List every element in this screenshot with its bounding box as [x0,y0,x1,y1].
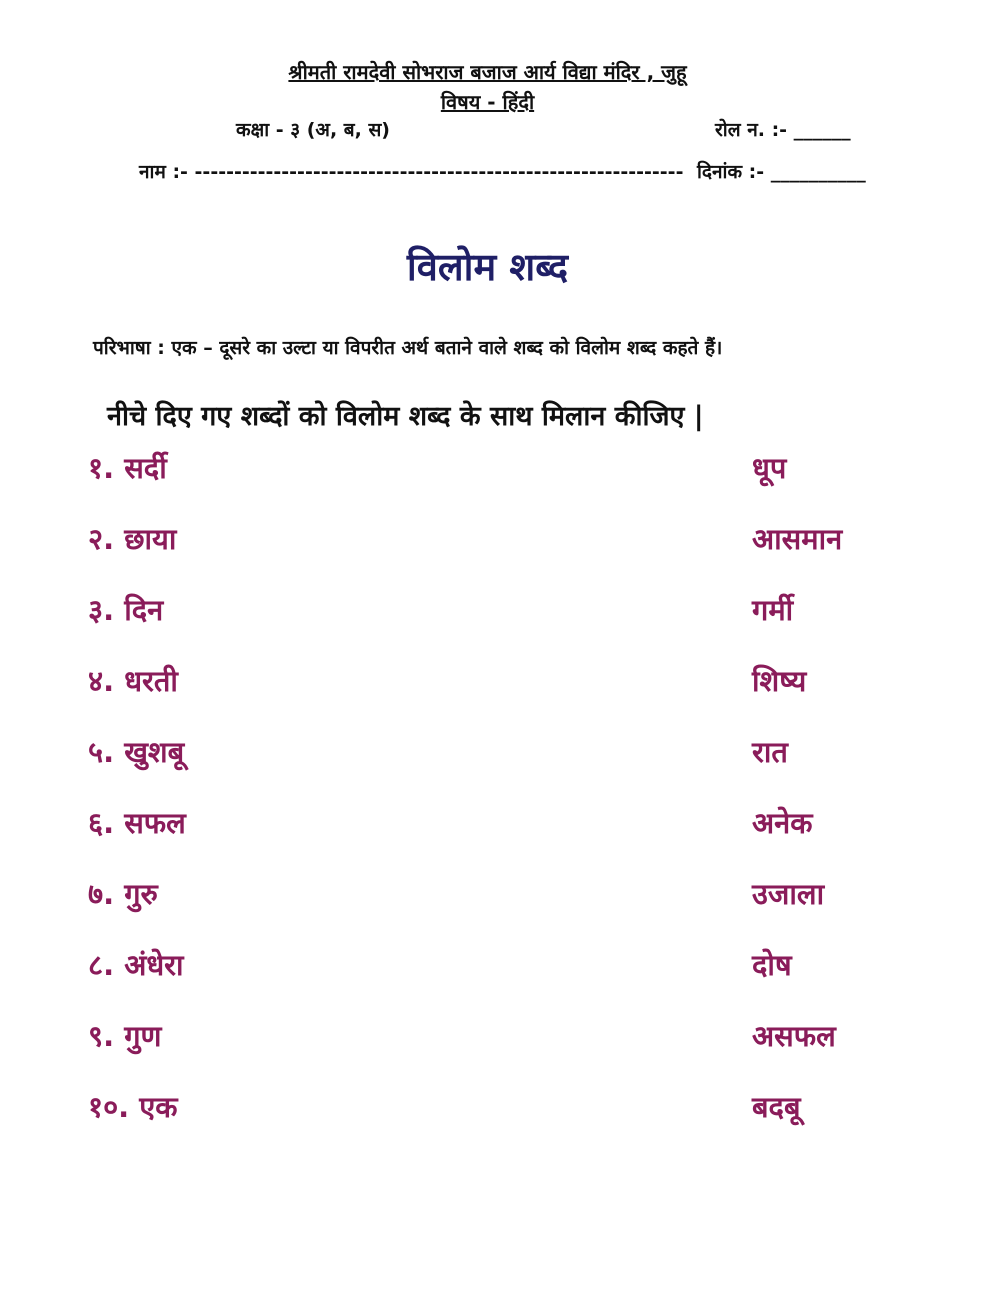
left-word-5[interactable]: ५. खुशबू [88,735,185,769]
left-word-2[interactable]: २. छाया [88,522,177,556]
roll-number-field: रोल न. :- ______ [715,119,851,141]
right-word-2[interactable]: आसमान [752,522,843,556]
left-word-6[interactable]: ६. सफल [88,806,186,840]
left-word-8[interactable]: ८. अंधेरा [88,948,184,982]
left-word-4[interactable]: ४. धरती [88,664,178,698]
instruction-text: नीचे दिए गए शब्दों को विलोम शब्द के साथ मिलान कीजिए | [107,401,704,432]
class-label: कक्षा - ३ (अ, ब, स) [236,119,390,141]
date-field: दिनांक :- __________ [697,161,866,183]
page-title: विलोम शब्द [406,245,569,289]
right-word-4[interactable]: शिष्य [752,664,807,698]
right-word-1[interactable]: धूप [752,451,787,485]
right-word-5[interactable]: रात [752,735,788,769]
definition-text: परिभाषा : एक – दूसरे का उल्टा या विपरीत अर्थ बताने वाले शब्द को विलोम शब्द कहते हैं। [93,337,723,359]
left-word-1[interactable]: १. सर्दी [88,451,167,485]
left-word-7[interactable]: ७. गुरु [88,877,158,911]
right-word-6[interactable]: अनेक [752,806,813,840]
right-word-8[interactable]: दोष [752,948,792,982]
left-word-3[interactable]: ३. दिन [88,593,164,627]
subject-line: विषय - हिंदी [440,90,535,114]
left-word-10[interactable]: १०. एक [88,1090,178,1124]
right-word-9[interactable]: असफल [752,1019,836,1053]
right-word-10[interactable]: बदबू [752,1090,801,1124]
left-word-9[interactable]: ९. गुण [88,1019,162,1053]
right-word-7[interactable]: उजाला [752,877,825,911]
right-word-3[interactable]: गर्मी [752,593,794,627]
name-field: नाम :- -------------------------------------------------------------- [139,161,684,183]
school-name: श्रीमती रामदेवी सोभराज बजाज आर्य विद्या मंदिर , जुहू [288,60,687,84]
